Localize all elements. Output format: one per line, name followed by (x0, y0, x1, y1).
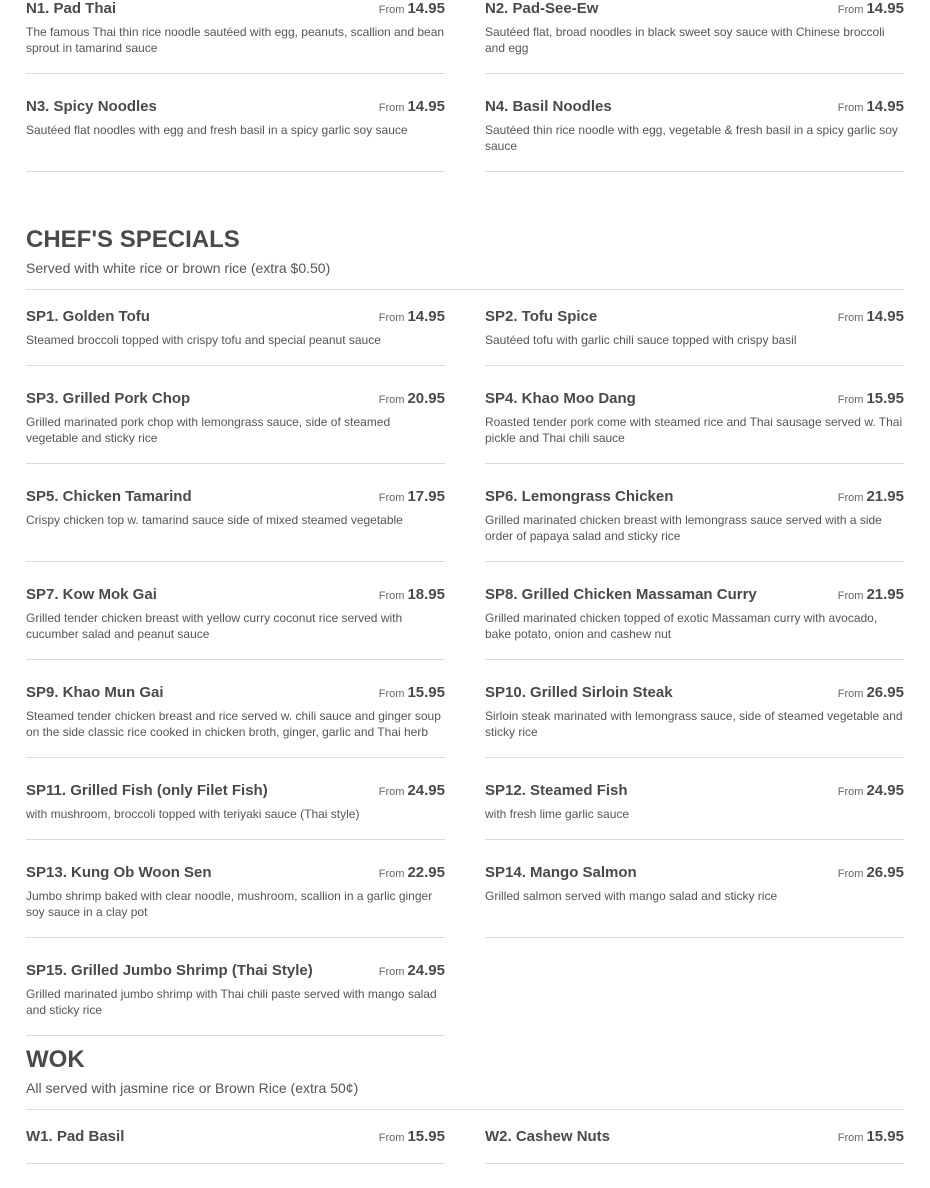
menu-item[interactable] (485, 488, 904, 562)
item-price (379, 962, 445, 980)
section-title: WOK (26, 1046, 85, 1073)
price-from-label: From (378, 688, 405, 700)
menu-item[interactable] (485, 98, 904, 172)
price-amount: 20.95 (407, 390, 445, 407)
item-price (379, 782, 445, 800)
item-price (379, 488, 445, 506)
item-name: SP9. Khao Mun Gai (26, 684, 164, 701)
item-price (379, 390, 445, 408)
menu-item[interactable] (26, 586, 445, 660)
item-price (838, 782, 904, 800)
menu-item[interactable] (26, 98, 445, 172)
item-name: W2. Cashew Nuts (485, 1128, 611, 1145)
price-amount: 14.95 (866, 98, 904, 115)
item-description: Jumbo shrimp baked with clear noodle, mushroom, scallion in a garlic ginger soy sauce in a clay pot (26, 889, 433, 919)
price-from-label: From (378, 312, 405, 324)
price-from-label: From (837, 102, 864, 114)
item-price (838, 586, 904, 604)
item-name: N2. Pad-See-Ew (485, 0, 599, 17)
price-from-label: From (378, 966, 405, 978)
menu-item[interactable] (26, 864, 445, 938)
menu-item[interactable] (485, 782, 904, 840)
item-description: Crispy chicken top w. tamarind sauce side of mixed steamed vegetable (26, 513, 403, 527)
price-from-label: From (837, 4, 864, 16)
item-price (838, 864, 904, 882)
price-from-label: From (837, 688, 864, 700)
item-name: N4. Basil Noodles (485, 98, 612, 115)
menu-item[interactable] (26, 308, 445, 366)
item-name: SP3. Grilled Pork Chop (26, 390, 191, 407)
price-from-label: From (378, 590, 405, 602)
price-amount: 15.95 (866, 390, 904, 407)
item-description: with mushroom, broccoli topped with teriyaki sauce (Thai style) (26, 807, 360, 821)
menu-item[interactable] (485, 1128, 904, 1164)
item-description: Grilled marinated jumbo shrimp with Thai chili paste served with mango salad and sticky rice (26, 987, 437, 1017)
item-price (379, 308, 445, 326)
price-from-label: From (378, 786, 405, 798)
menu-item[interactable] (485, 864, 904, 938)
item-name: SP7. Kow Mok Gai (26, 586, 157, 603)
menu-item[interactable] (26, 488, 445, 562)
menu-section-wok (26, 1046, 904, 1188)
item-description: Steamed tender chicken breast and rice served w. chili sauce and ginger soup on the side classic rice cooked in chicken broth, ginger, garlic and Thai herb (26, 709, 441, 739)
price-amount: 24.95 (407, 962, 445, 979)
menu-item[interactable] (26, 390, 445, 464)
menu-grid (26, 308, 904, 1060)
item-description: Roasted tender pork come with steamed rice and Thai sausage served w. Thai pickle and Thai chili sauce (485, 415, 903, 445)
item-description: Grilled marinated chicken topped of exotic Massaman curry with avocado, bake potato, onion and cashew nut (485, 611, 878, 641)
menu-item[interactable] (26, 1128, 445, 1164)
item-description: Sirloin steak marinated with lemongrass sauce, side of steamed vegetable and sticky rice (485, 709, 903, 739)
menu-section-chefs-specials (26, 226, 904, 1060)
item-description: with fresh lime garlic sauce (485, 807, 630, 821)
item-price (838, 98, 904, 116)
item-description: Sautéed thin rice noodle with egg, vegetable & fresh basil in a spicy garlic soy sauce (485, 123, 898, 153)
item-name: W1. Pad Basil (26, 1128, 125, 1145)
menu-section-noodles (26, 0, 904, 196)
item-description: Grilled marinated chicken breast with lemongrass sauce served with a side order of papaya salad and sticky rice (485, 513, 882, 543)
section-subtitle: Served with white rice or brown rice (extra $0.50) (26, 260, 331, 276)
item-name: SP11. Grilled Fish (only Filet Fish) (26, 782, 268, 799)
item-price (838, 1128, 904, 1146)
item-name: SP14. Mango Salmon (485, 864, 637, 881)
item-price (379, 586, 445, 604)
item-price (379, 864, 445, 882)
price-from-label: From (378, 868, 405, 880)
price-amount: 15.95 (407, 1128, 445, 1145)
item-price (838, 684, 904, 702)
item-name: N3. Spicy Noodles (26, 98, 157, 115)
price-from-label: From (837, 1132, 864, 1144)
price-from-label: From (378, 4, 405, 16)
price-from-label: From (837, 312, 864, 324)
price-amount: 14.95 (866, 0, 904, 17)
price-amount: 24.95 (866, 782, 904, 799)
menu-item[interactable] (26, 962, 445, 1036)
item-name: SP5. Chicken Tamarind (26, 488, 192, 505)
menu-item[interactable] (26, 0, 445, 74)
item-description: The famous Thai thin rice noodle sautéed with egg, peanuts, scallion and bean sprout in tamarind sauce (26, 25, 445, 55)
section-title: CHEF'S SPECIALS (26, 226, 240, 253)
item-price (838, 390, 904, 408)
menu-item[interactable] (485, 0, 904, 74)
item-name: SP6. Lemongrass Chicken (485, 488, 674, 505)
item-description: Sautéed flat, broad noodles in black sweet soy sauce with Chinese broccoli and egg (485, 25, 885, 55)
item-description: Grilled tender chicken breast with yellow curry coconut rice served with cucumber salad and peanut sauce (26, 611, 403, 641)
price-amount: 24.95 (407, 782, 445, 799)
item-name: N1. Pad Thai (26, 0, 117, 17)
price-amount: 15.95 (407, 684, 445, 701)
item-price (379, 684, 445, 702)
price-from-label: From (378, 1132, 405, 1144)
item-name: SP8. Grilled Chicken Massaman Curry (485, 586, 757, 603)
item-name: SP2. Tofu Spice (485, 308, 598, 325)
section-header (26, 1046, 904, 1110)
price-from-label: From (378, 102, 405, 114)
price-amount: 18.95 (407, 586, 445, 603)
menu-item[interactable] (485, 684, 904, 758)
item-price (379, 1128, 445, 1146)
item-name: SP15. Grilled Jumbo Shrimp (Thai Style) (26, 962, 313, 979)
price-amount: 21.95 (866, 488, 904, 505)
price-amount: 14.95 (866, 308, 904, 325)
price-from-label: From (837, 394, 864, 406)
menu-item[interactable] (485, 586, 904, 660)
price-amount: 14.95 (407, 98, 445, 115)
price-amount: 14.95 (407, 0, 445, 17)
item-description: Sautéed flat noodles with egg and fresh basil in a spicy garlic soy sauce (26, 123, 408, 137)
menu-item[interactable] (26, 782, 445, 840)
menu-item[interactable] (26, 684, 445, 758)
price-from-label: From (837, 590, 864, 602)
menu-grid (26, 1128, 904, 1188)
menu-item[interactable] (485, 390, 904, 464)
item-name: SP4. Khao Moo Dang (485, 390, 636, 407)
item-name: SP1. Golden Tofu (26, 308, 150, 325)
item-name: SP10. Grilled Sirloin Steak (485, 684, 673, 701)
price-from-label: From (837, 492, 864, 504)
price-from-label: From (378, 394, 405, 406)
section-subtitle: All served with jasmine rice or Brown Rice (extra 50¢) (26, 1080, 359, 1096)
item-price (838, 0, 904, 18)
section-header (26, 226, 904, 290)
price-from-label: From (378, 492, 405, 504)
item-name: SP13. Kung Ob Woon Sen (26, 864, 212, 881)
item-name: SP12. Steamed Fish (485, 782, 628, 799)
price-amount: 26.95 (866, 684, 904, 701)
item-description: Steamed broccoli topped with crispy tofu and special peanut sauce (26, 333, 381, 347)
item-price (838, 488, 904, 506)
item-price (379, 0, 445, 18)
item-description: Grilled salmon served with mango salad and sticky rice (485, 889, 778, 903)
item-price (838, 308, 904, 326)
price-amount: 21.95 (866, 586, 904, 603)
item-description: Grilled marinated pork chop with lemongrass sauce, side of steamed vegetable and sticky rice (26, 415, 391, 445)
menu-item[interactable] (485, 308, 904, 366)
price-amount: 14.95 (407, 308, 445, 325)
price-amount: 15.95 (866, 1128, 904, 1145)
price-amount: 22.95 (407, 864, 445, 881)
price-from-label: From (837, 868, 864, 880)
price-amount: 17.95 (407, 488, 445, 505)
menu-grid (26, 0, 904, 196)
price-amount: 26.95 (866, 864, 904, 881)
item-description: Sautéed tofu with garlic chili sauce topped with crispy basil (485, 333, 797, 347)
price-from-label: From (837, 786, 864, 798)
item-price (379, 98, 445, 116)
